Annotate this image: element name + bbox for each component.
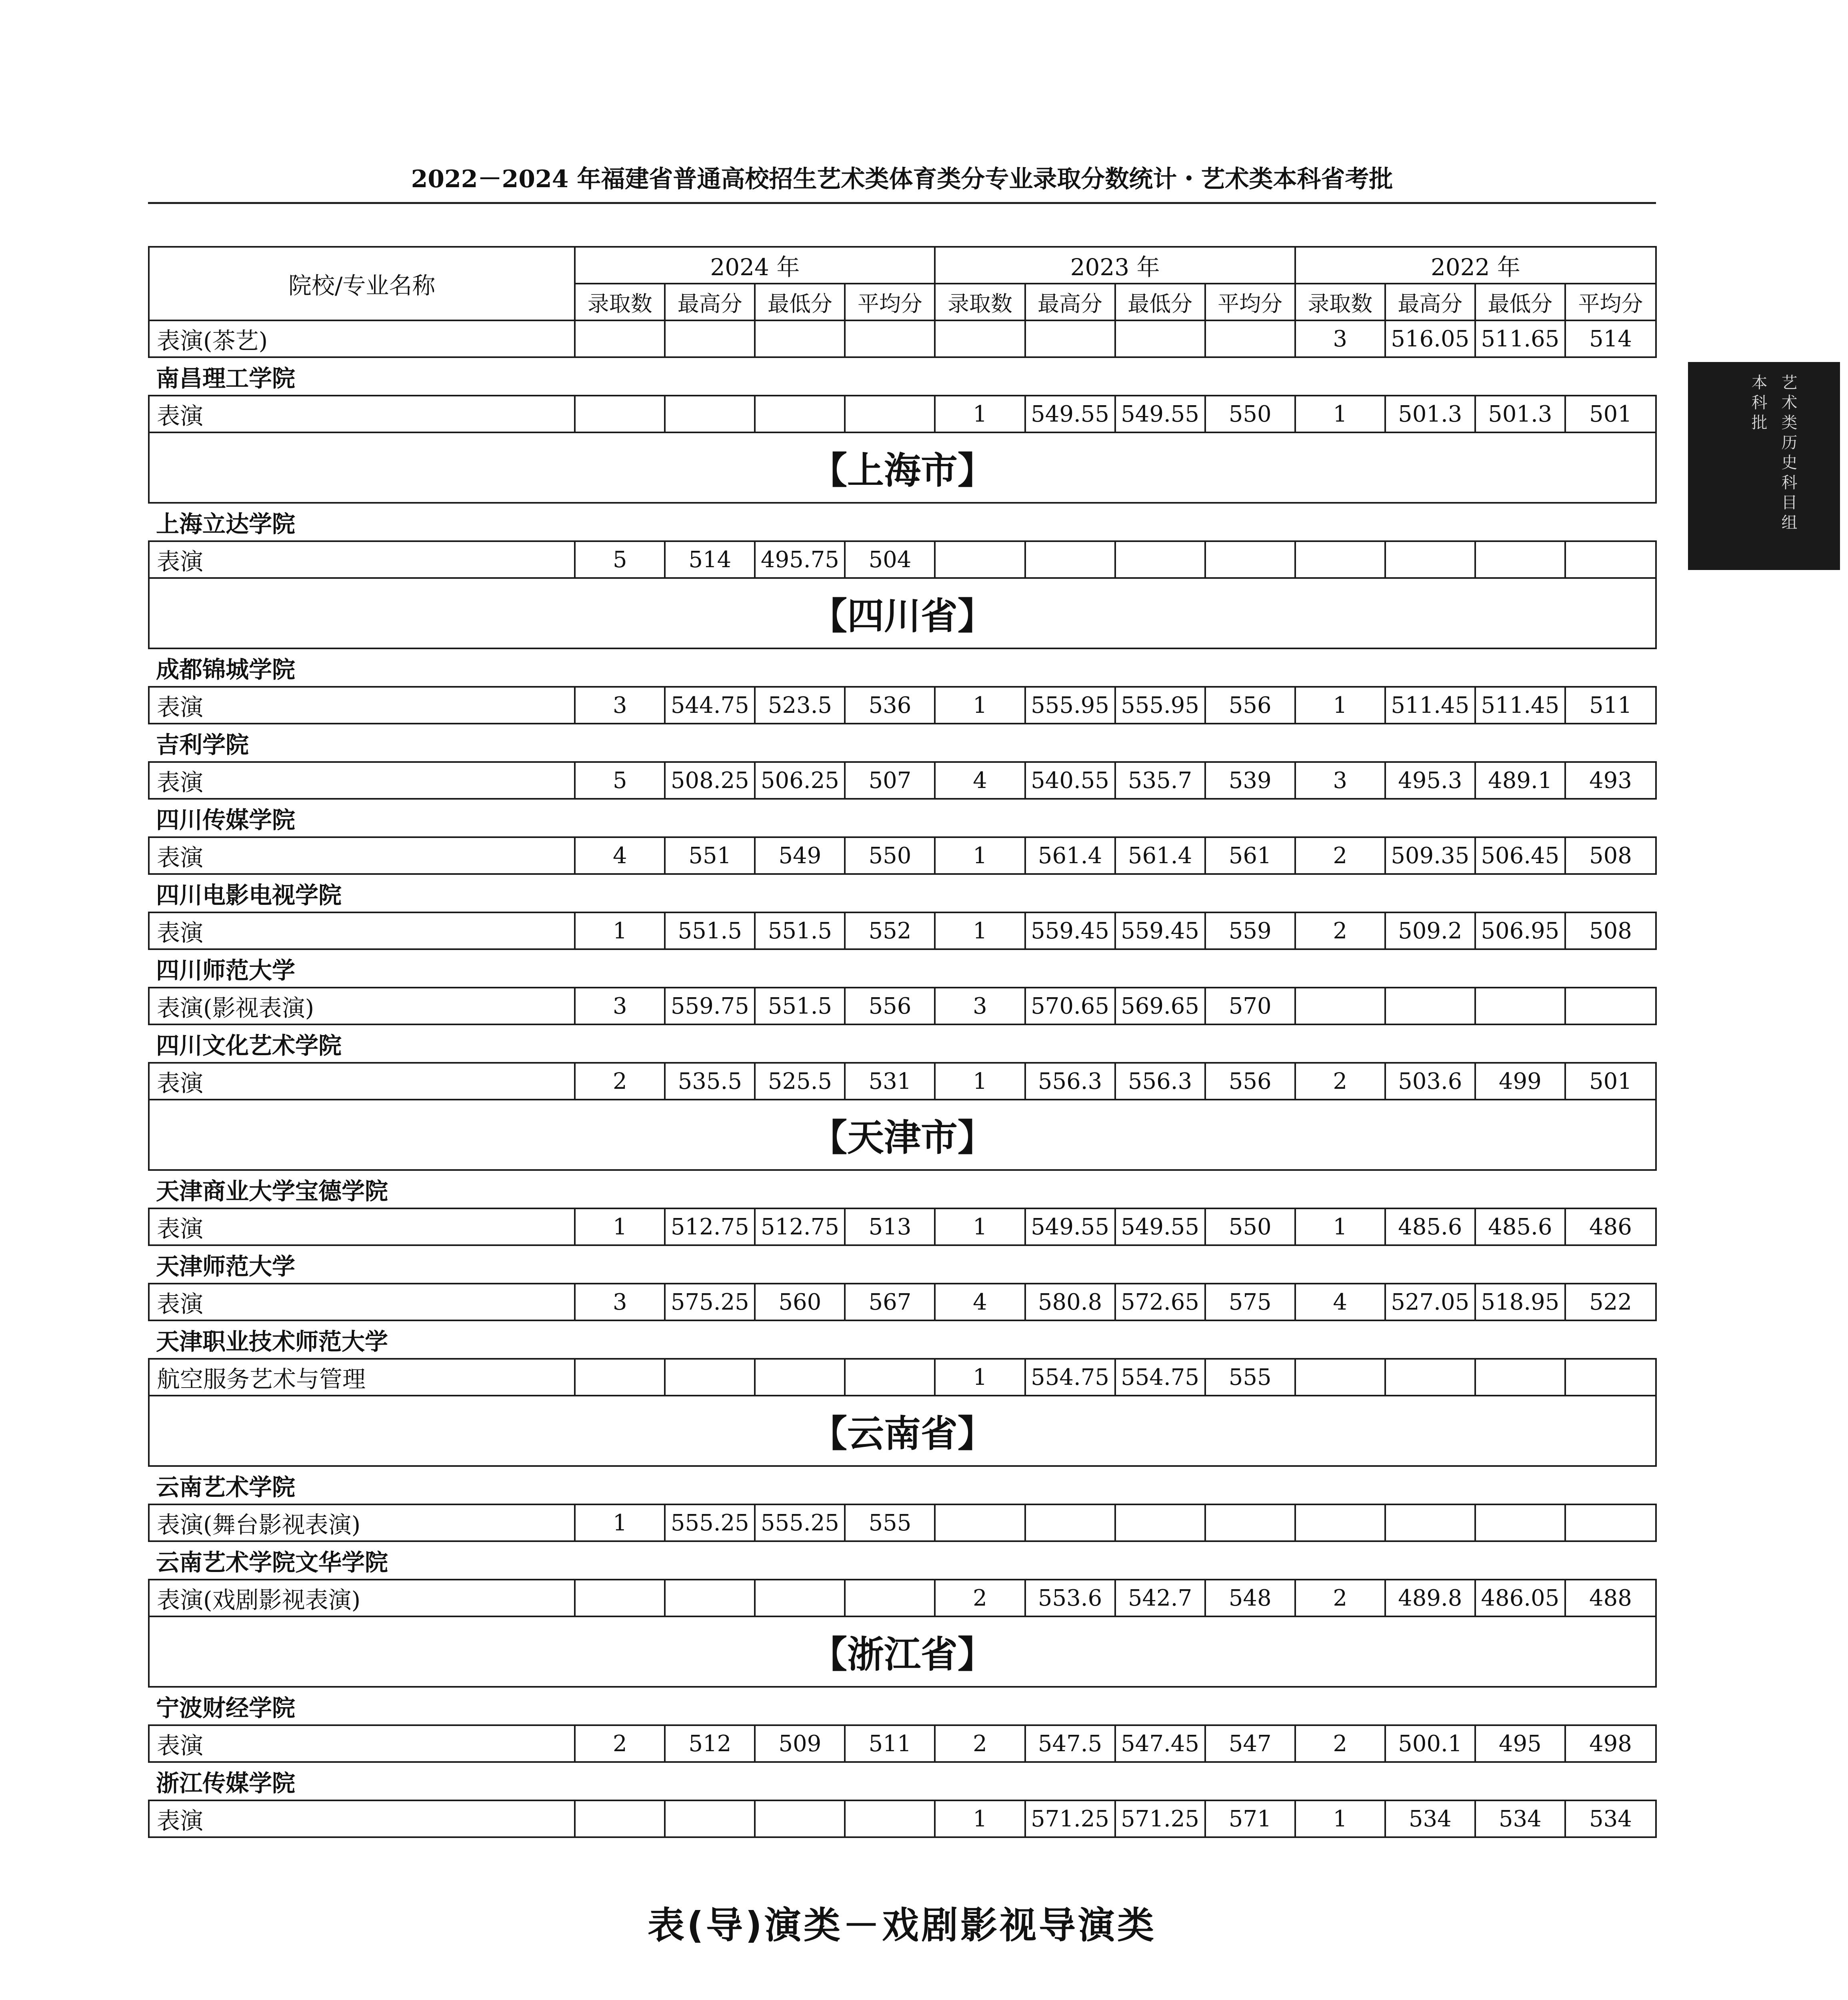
score-cell: 3 [935,988,1025,1024]
score-cell: 522 [1565,1284,1656,1320]
score-cell: 554.75 [1115,1359,1205,1396]
score-cell [1115,541,1205,578]
score-cell: 506.25 [755,762,845,799]
score-cell: 509.35 [1385,837,1475,874]
score-cell: 1 [1295,687,1385,724]
score-cell: 514 [1565,320,1656,357]
score-cell: 555.95 [1115,687,1205,724]
score-cell: 489.8 [1385,1580,1475,1616]
score-cell: 488 [1565,1580,1656,1616]
table-row [149,988,1656,1024]
score-cell: 498 [1565,1725,1656,1762]
score-cell: 559 [1205,912,1295,949]
school-row [149,1466,1656,1504]
score-cell: 485.6 [1385,1208,1475,1245]
score-cell: 540.55 [1025,762,1115,799]
major-name: 表演 [149,396,575,432]
score-cell: 4 [1295,1284,1385,1320]
score-cell: 1 [935,1063,1025,1100]
score-cell: 556 [845,988,935,1024]
score-cell: 3 [1295,320,1385,357]
score-cell [665,320,755,357]
school-row [149,1541,1656,1580]
school-name: 四川师范大学 [149,949,1656,988]
major-name: 表演(舞台影视表演) [149,1504,575,1541]
score-cell: 539 [1205,762,1295,799]
school-name: 四川电影电视学院 [149,874,1656,912]
score-cell: 501.3 [1385,396,1475,432]
score-cell: 4 [935,1284,1025,1320]
score-cell: 512 [665,1725,755,1762]
score-cell [845,320,935,357]
score-cell [1295,1359,1385,1396]
score-cell: 4 [575,837,665,874]
score-cell: 495.75 [755,541,845,578]
score-cell: 506.45 [1475,837,1565,874]
score-cell: 511 [1565,687,1656,724]
school-row [149,357,1656,396]
score-cell: 556.3 [1115,1063,1205,1100]
score-cell: 501 [1565,1063,1656,1100]
major-name: 表演(茶艺) [149,320,575,357]
score-cell [755,1800,845,1837]
score-cell: 2 [1295,1725,1385,1762]
school-name: 天津商业大学宝德学院 [149,1170,1656,1208]
table-row [149,1284,1656,1320]
score-cell: 3 [575,1284,665,1320]
score-cell [1385,1504,1475,1541]
score-cell: 575 [1205,1284,1295,1320]
score-cell: 507 [845,762,935,799]
score-cell: 503.6 [1385,1063,1475,1100]
score-cell: 495.3 [1385,762,1475,799]
score-cell: 534 [1385,1800,1475,1837]
score-cell [1295,1504,1385,1541]
table-row [149,1504,1656,1541]
score-cell [575,1359,665,1396]
school-row [149,648,1656,687]
score-cell: 501 [1565,396,1656,432]
score-cell: 1 [575,912,665,949]
province-row [149,1100,1656,1170]
score-cell: 501.3 [1475,396,1565,432]
score-cell: 511 [845,1725,935,1762]
score-cell: 511.45 [1475,687,1565,724]
school-name: 宁波财经学院 [149,1687,1656,1725]
province-row [149,578,1656,648]
score-cell [1295,541,1385,578]
score-cell: 549.55 [1025,396,1115,432]
province-row [149,1396,1656,1466]
score-cell: 549.55 [1115,1208,1205,1245]
score-cell: 571.25 [1025,1800,1115,1837]
school-row [149,1687,1656,1725]
score-cell: 5 [575,762,665,799]
major-name: 表演 [149,1725,575,1762]
score-cell: 2 [575,1725,665,1762]
score-cell: 523.5 [755,687,845,724]
score-cell: 551.5 [755,988,845,1024]
score-cell: 508 [1565,912,1656,949]
score-cell: 555 [845,1504,935,1541]
subheader-min: 最低分 [1115,284,1205,320]
school-name: 成都锦城学院 [149,648,1656,687]
side-tab-line-1: 艺术类历史科目组 [1779,374,1797,534]
table-row [149,1359,1656,1396]
major-name: 表演 [149,1063,575,1100]
table-row [149,912,1656,949]
score-cell: 542.7 [1115,1580,1205,1616]
subheader-min: 最低分 [1475,284,1565,320]
score-cell: 552 [845,912,935,949]
score-cell: 559.75 [665,988,755,1024]
table-row [149,687,1656,724]
province-heading: 【上海市】 [149,432,1656,503]
province-heading: 【四川省】 [149,578,1656,648]
score-cell [755,320,845,357]
score-cell [575,1580,665,1616]
score-cell [935,1504,1025,1541]
score-cell: 551 [665,837,755,874]
score-cell [1205,1504,1295,1541]
score-cell [1475,1504,1565,1541]
score-cell: 508 [1565,837,1656,874]
header-divider [148,202,1656,204]
score-cell: 514 [665,541,755,578]
score-cell: 485.6 [1475,1208,1565,1245]
subheader-admitted: 录取数 [935,284,1025,320]
score-cell [755,396,845,432]
score-cell: 544.75 [665,687,755,724]
score-cell [845,1580,935,1616]
score-cell [1205,541,1295,578]
table-row [149,1800,1656,1837]
score-cell: 512.75 [665,1208,755,1245]
score-cell [935,541,1025,578]
major-name: 航空服务艺术与管理 [149,1359,575,1396]
school-row [149,1170,1656,1208]
score-cell: 486.05 [1475,1580,1565,1616]
score-cell: 556.3 [1025,1063,1115,1100]
score-cell [575,1800,665,1837]
school-name: 天津师范大学 [149,1245,1656,1284]
table-row [149,762,1656,799]
score-cell [755,1359,845,1396]
score-cell: 553.6 [1025,1580,1115,1616]
major-name: 表演(戏剧影视表演) [149,1580,575,1616]
province-heading: 【天津市】 [149,1100,1656,1170]
score-cell: 547 [1205,1725,1295,1762]
score-cell: 561.4 [1025,837,1115,874]
score-cell: 2 [1295,1063,1385,1100]
province-row [149,432,1656,503]
score-cell: 2 [935,1725,1025,1762]
score-cell: 3 [1295,762,1385,799]
score-cell: 567 [845,1284,935,1320]
subheader-admitted: 录取数 [1295,284,1385,320]
score-cell [755,1580,845,1616]
score-cell: 509.2 [1385,912,1475,949]
score-cell [1565,988,1656,1024]
score-cell: 1 [575,1208,665,1245]
score-cell: 2 [1295,837,1385,874]
score-cell: 1 [1295,1208,1385,1245]
score-cell: 550 [845,837,935,874]
score-cell: 569.65 [1115,988,1205,1024]
score-cell: 570.65 [1025,988,1115,1024]
score-cell: 561.4 [1115,837,1205,874]
score-cell: 504 [845,541,935,578]
score-cell: 561 [1205,837,1295,874]
subheader-max: 最高分 [1385,284,1475,320]
score-cell [665,396,755,432]
school-row [149,1024,1656,1063]
score-cell: 531 [845,1063,935,1100]
school-name: 上海立达学院 [149,503,1656,541]
school-row [149,874,1656,912]
table-row [149,396,1656,432]
year-header-2023: 2023 年 [935,247,1295,284]
score-cell [1205,320,1295,357]
score-cell: 551.5 [665,912,755,949]
major-name: 表演 [149,1208,575,1245]
score-cell: 525.5 [755,1063,845,1100]
major-name: 表演 [149,837,575,874]
score-cell [1565,541,1656,578]
score-cell: 550 [1205,396,1295,432]
score-cell: 560 [755,1284,845,1320]
score-cell: 499 [1475,1063,1565,1100]
table-row [149,837,1656,874]
score-cell: 554.75 [1025,1359,1115,1396]
score-cell: 1 [935,1359,1025,1396]
score-cell: 2 [1295,912,1385,949]
subheader-max: 最高分 [665,284,755,320]
score-cell: 571.25 [1115,1800,1205,1837]
score-cell: 571 [1205,1800,1295,1837]
score-cell [845,1800,935,1837]
school-name: 天津职业技术师范大学 [149,1320,1656,1359]
school-name: 吉利学院 [149,724,1656,762]
section-title: 表(导)演类－戏剧影视导演类 [647,1904,1157,1947]
score-cell: 555.25 [755,1504,845,1541]
score-cell: 1 [935,837,1025,874]
major-name: 表演(影视表演) [149,988,575,1024]
school-name: 浙江传媒学院 [149,1762,1656,1800]
score-cell: 1 [935,912,1025,949]
score-cell [1115,320,1205,357]
province-heading: 【云南省】 [149,1396,1656,1466]
admission-scores-table-1 [148,246,1657,1838]
table-row [149,1208,1656,1245]
score-cell: 534 [1565,1800,1656,1837]
side-tab [1688,362,1840,570]
score-cell: 549 [755,837,845,874]
major-name: 表演 [149,541,575,578]
score-cell [1025,541,1115,578]
subheader-min: 最低分 [755,284,845,320]
major-name: 表演 [149,1284,575,1320]
province-heading: 【浙江省】 [149,1616,1656,1687]
score-cell: 547.5 [1025,1725,1115,1762]
school-name: 云南艺术学院文华学院 [149,1541,1656,1580]
score-cell: 534 [1475,1800,1565,1837]
score-cell [1565,1359,1656,1396]
school-row [149,799,1656,837]
school-row [149,1762,1656,1800]
school-row [149,1320,1656,1359]
score-cell: 555.25 [665,1504,755,1541]
table-row [149,320,1656,357]
score-cell [575,320,665,357]
school-row [149,503,1656,541]
score-cell: 5 [575,541,665,578]
score-cell: 559.45 [1025,912,1115,949]
score-cell: 580.8 [1025,1284,1115,1320]
score-cell [1025,320,1115,357]
score-cell: 535.7 [1115,762,1205,799]
score-cell [1475,541,1565,578]
score-cell: 575.25 [665,1284,755,1320]
subheader-avg: 平均分 [845,284,935,320]
score-cell: 1 [1295,1800,1385,1837]
school-name: 云南艺术学院 [149,1466,1656,1504]
score-cell: 511.45 [1385,687,1475,724]
score-cell: 3 [575,687,665,724]
major-name: 表演 [149,912,575,949]
score-cell: 516.05 [1385,320,1475,357]
score-cell: 513 [845,1208,935,1245]
score-cell: 4 [935,762,1025,799]
school-row [149,1245,1656,1284]
score-cell: 3 [575,988,665,1024]
score-cell: 556 [1205,1063,1295,1100]
score-cell [1115,1504,1205,1541]
score-cell [665,1359,755,1396]
score-cell: 489.1 [1475,762,1565,799]
school-name: 四川传媒学院 [149,799,1656,837]
score-cell: 500.1 [1385,1725,1475,1762]
score-cell: 1 [935,1800,1025,1837]
score-cell: 2 [1295,1580,1385,1616]
table-row [149,1580,1656,1616]
table-row [149,1063,1656,1100]
subheader-avg: 平均分 [1565,284,1656,320]
score-cell: 549.55 [1115,396,1205,432]
score-cell: 1 [935,396,1025,432]
running-header: 2022－2024 年福建省普通高校招生艺术类体育类分专业录取分数统计・艺术类本科省考批 [411,165,1393,193]
score-cell: 555 [1205,1359,1295,1396]
score-cell: 548 [1205,1580,1295,1616]
school-name: 南昌理工学院 [149,357,1656,396]
school-row [149,949,1656,988]
score-cell: 495 [1475,1725,1565,1762]
score-cell: 518.95 [1475,1284,1565,1320]
score-cell [1025,1504,1115,1541]
score-cell [1385,541,1475,578]
score-cell: 556 [1205,687,1295,724]
score-cell [575,396,665,432]
score-cell: 559.45 [1115,912,1205,949]
score-cell: 1 [935,1208,1025,1245]
score-cell: 536 [845,687,935,724]
table-row [149,541,1656,578]
score-cell: 535.5 [665,1063,755,1100]
major-name: 表演 [149,762,575,799]
score-cell: 527.05 [1385,1284,1475,1320]
score-cell [1565,1504,1656,1541]
score-cell [935,320,1025,357]
score-cell: 509 [755,1725,845,1762]
score-cell: 512.75 [755,1208,845,1245]
score-cell [1385,1359,1475,1396]
score-cell: 2 [935,1580,1025,1616]
score-cell [1295,988,1385,1024]
side-tab-line-2: 本科批 [1749,374,1767,434]
score-cell: 508.25 [665,762,755,799]
score-cell: 551.5 [755,912,845,949]
score-cell: 550 [1205,1208,1295,1245]
major-name: 表演 [149,687,575,724]
school-name: 四川文化艺术学院 [149,1024,1656,1063]
subheader-max: 最高分 [1025,284,1115,320]
score-cell [1385,988,1475,1024]
year-header-2024: 2024 年 [575,247,935,284]
score-cell [665,1800,755,1837]
score-cell [845,396,935,432]
table-row [149,1725,1656,1762]
score-cell: 555.95 [1025,687,1115,724]
score-cell: 572.65 [1115,1284,1205,1320]
score-cell [1475,1359,1565,1396]
score-cell: 570 [1205,988,1295,1024]
name-column-header: 院校/专业名称 [149,247,575,320]
year-header-2022: 2022 年 [1295,247,1656,284]
score-cell: 2 [575,1063,665,1100]
score-cell [845,1359,935,1396]
score-cell: 486 [1565,1208,1656,1245]
score-cell: 1 [935,687,1025,724]
province-row [149,1616,1656,1687]
school-row [149,724,1656,762]
major-name: 表演 [149,1800,575,1837]
score-cell: 547.45 [1115,1725,1205,1762]
score-cell: 1 [575,1504,665,1541]
score-cell: 549.55 [1025,1208,1115,1245]
subheader-admitted: 录取数 [575,284,665,320]
score-cell: 1 [1295,396,1385,432]
score-cell: 506.95 [1475,912,1565,949]
subheader-avg: 平均分 [1205,284,1295,320]
score-cell [665,1580,755,1616]
score-cell [1475,988,1565,1024]
score-cell: 493 [1565,762,1656,799]
score-cell: 511.65 [1475,320,1565,357]
